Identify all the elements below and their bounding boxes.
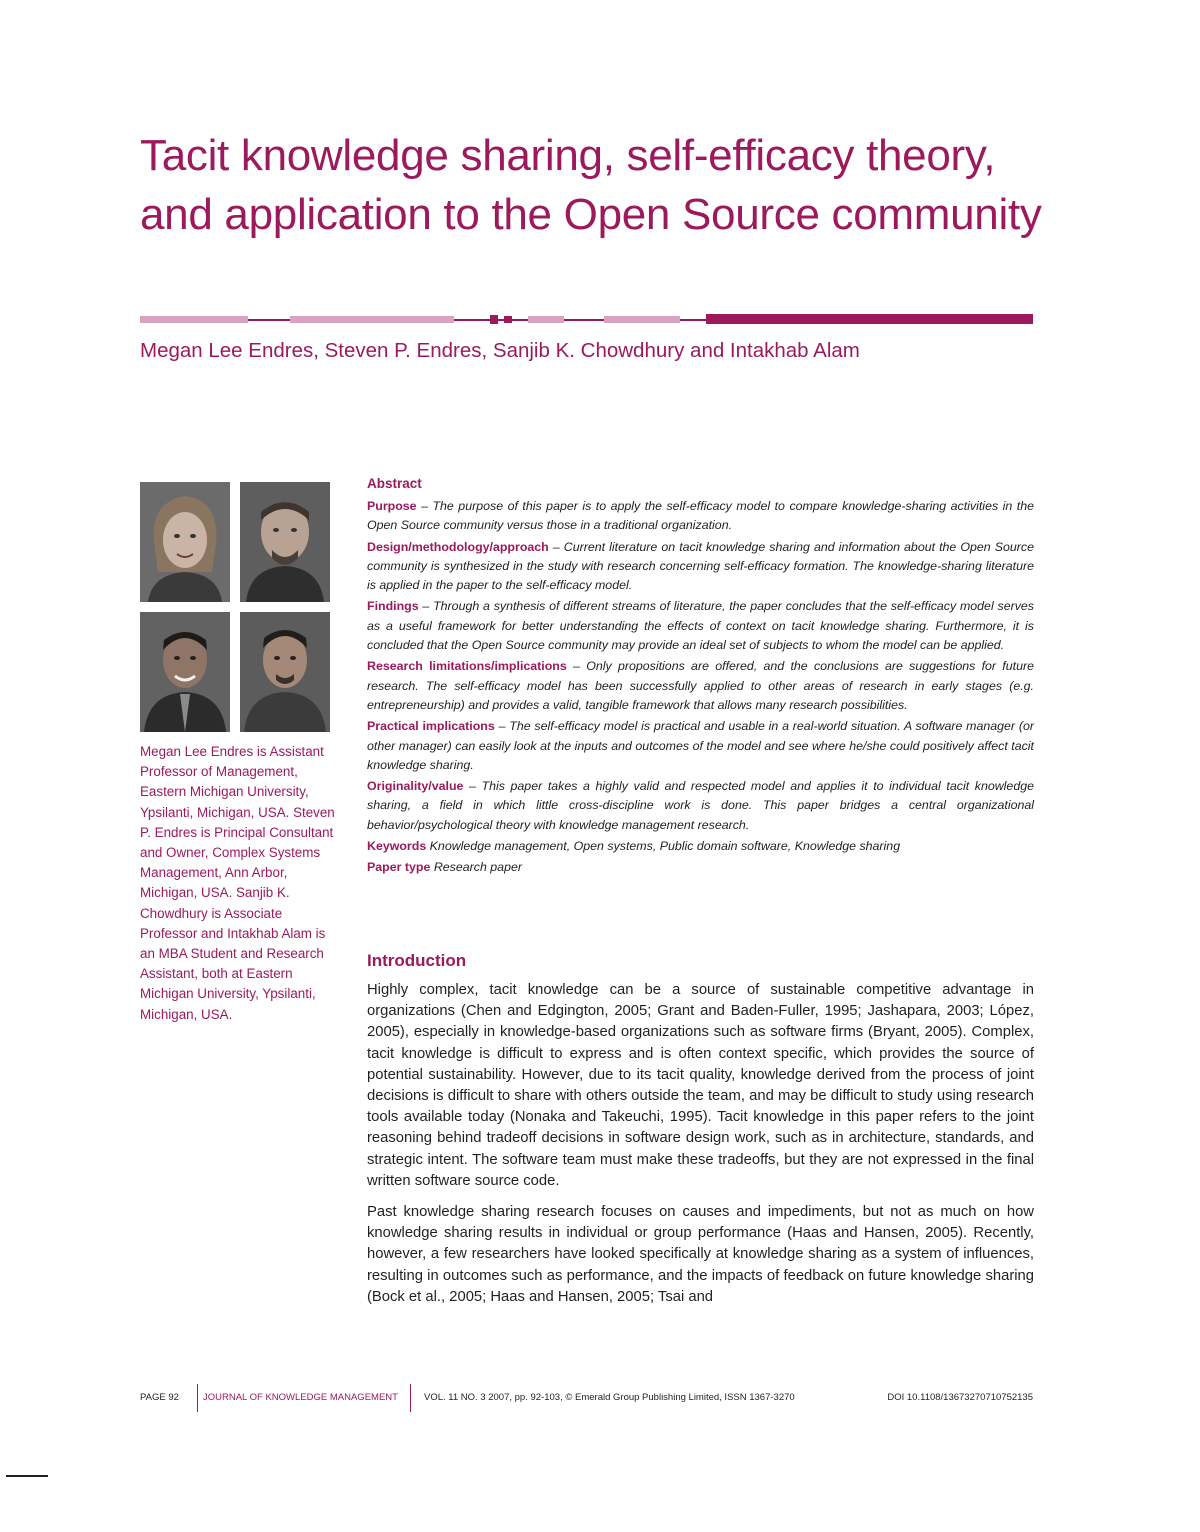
section-heading-introduction: Introduction (367, 951, 467, 970)
photo-sanjib-k-chowdhury (140, 612, 230, 732)
page-footer (140, 1384, 1033, 1412)
abstract-originality: Originality/value – This paper takes a highly valid and respected model and applies it to individual tacit knowledge sharing, a field in which little cross-discipline work is done. This paper bridges a central organizational behavior/psychological theory with knowledge management research. (367, 779, 1034, 832)
paper-title: Tacit knowledge sharing, self-efficacy theory, and application to the Open Source community (140, 131, 1042, 239)
abstract-design: Design/methodology/approach – Current literature on tacit knowledge sharing and information about the Open Source community is synthesized in the study with research concerning self-efficacy formation. The knowledge-sharing literature is applied in the paper to the self-efficacy model. (367, 539, 1034, 593)
abstract-label: Originality/value (367, 779, 464, 794)
abstract-label: Findings (367, 599, 419, 614)
abstract-label: Paper type (367, 860, 431, 875)
photo-intakhab-alam (240, 612, 330, 732)
abstract-text: Current literature on tacit knowledge sharing and information about the Open Source community is synthesized in the study with research concerning self-efficacy formation. The knowledge-sharing literature is applied in the paper to the self-efficacy model. (367, 539, 1034, 593)
abstract-label: Practical implications (367, 719, 495, 734)
abstract-label: Design/methodology/approach (367, 539, 549, 554)
crop-mark (6, 1475, 48, 1477)
photo-megan-lee-endres (140, 482, 230, 602)
decorative-rule (140, 314, 1033, 326)
abstract-label: Keywords (367, 839, 427, 854)
footer-divider (410, 1384, 411, 1412)
abstract-label: Research limitations/implications (367, 659, 567, 674)
abstract-practical: Practical implications – The self-efficacy model is practical and usable in a real-world situation. A software manager (or other manager) can easily look at the inputs and outcomes of the model and see where he/she could positively affect tacit knowledge sharing. (367, 719, 1034, 772)
abstract-paper-type (367, 858, 1034, 877)
body-paragraph: Highly complex, tacit knowledge can be a source of sustainable competitive advantage in organizations (Chen and Edgington, 2005; Grant and Baden-Fuller, 1995; Jashapara, 2003; López, 2005), especially in knowledge-based organizations such as software firms (Bryant, 2005). Complex, tacit knowledge is difficult to express and is often context specific, which provides the source of potential sustainability. However, due to its tacit quality, knowledge derived from the process of joint decisions is difficult to share with others outside the team, and may be difficult to study using research tools available today (Nonaka and Takeuchi, 1995). Tacit knowledge in this paper refers to the joint reasoning behind tradeoff decisions in software design work, such as in architecture, standards, and strategic intent. The software team must make these tradeoffs, but they are not expressed in the final written software source code. (367, 982, 1034, 1189)
abstract-label: Purpose (367, 499, 417, 513)
doi: DOI 10.1108/13673270710752135 (887, 1392, 1033, 1403)
abstract-findings: Findings – Through a synthesis of different streams of literature, the paper concludes that the self-efficacy model serves as a useful framework for better understanding the effects of context on tacit knowledge sharing. Furthermore, it is concluded that the Open Source community may provide an ideal set of subjects to whom the model can be applied. (367, 599, 1034, 653)
footer-divider (197, 1384, 198, 1412)
abstract-purpose: Purpose – The purpose of this paper is to apply the self-efficacy model to compare knowledge-sharing activities in the Open Source community versus those in a traditional organization. (367, 499, 1035, 533)
abstract-text: Only propositions are offered, and the conclusions are suggestions for future research. The self-efficacy model has been successfully applied to other areas of research in early stages (e.g. entrepreneurship) and provides a valid, tangible framework that allows many research possibilities. (367, 659, 1034, 712)
abstract-text: This paper takes a highly valid and respected model and applies it to individual tacit knowledge sharing, a field in which little cross-discipline work is done. This paper bridges a central organizational behavior/psychological theory with knowledge management research. (367, 779, 1034, 832)
abstract-text: Research paper (433, 860, 522, 875)
author-list: Megan Lee Endres, Steven P. Endres, Sanjib K. Chowdhury and Intakhab Alam (140, 339, 860, 362)
abstract-heading: Abstract (367, 476, 422, 491)
volume-info: VOL. 11 NO. 3 2007, pp. 92-103, © Emerald Group Publishing Limited, ISSN 1367-3270 (424, 1392, 795, 1403)
abstract-limitations: Research limitations/implications – Only propositions are offered, and the conclusions are suggestions for future research. The self-efficacy model has been successfully applied to other areas of research in early stages (e.g. entrepreneurship) and provides a valid, tangible framework that allows many research possibilities. (367, 659, 1034, 712)
body-paragraph: Past knowledge sharing research focuses on causes and impediments, but not as much on how knowledge sharing results in individual or group performance (Haas and Hansen, 2005). Recently, however, a few researchers have looked specifically at knowledge sharing as a system of influences, resulting in outcomes such as performance, and the impacts of feedback on future knowledge sharing (Bock et al., 2005; Haas and Hansen, 2005; Tsai and (367, 1204, 1034, 1305)
journal-name: JOURNAL OF KNOWLEDGE MANAGEMENT (203, 1392, 398, 1403)
author-photos (140, 482, 330, 732)
photo-steven-p-endres (240, 482, 330, 602)
abstract (367, 474, 1034, 880)
body-text (367, 980, 1034, 1318)
abstract-keywords (367, 837, 1034, 856)
abstract-text: The purpose of this paper is to apply the self-efficacy model to compare knowledge-sharing activities in the Open Source community versus those in a traditional organization. (367, 499, 1035, 533)
author-biographies: Megan Lee Endres is Assistant Professor of Management, Eastern Michigan University, Ypsilanti, Michigan, USA. Steven P. Endres is Principal Consultant and Owner, Complex Systems Management, Ann Arbor, Michigan, USA. Sanjib K. Chowdhury is Associate Professor and Intakhab Alam is an MBA Student and Research Assistant, both at Eastern Michigan University, Ypsilanti, Michigan, USA. (140, 744, 335, 1022)
abstract-text: Through a synthesis of different streams of literature, the paper concludes that the self-efficacy model serves as a useful framework for better understanding the effects of context on tacit knowledge sharing. Furthermore, it is concluded that the Open Source community may provide an ideal set of subjects to whom the model can be applied. (367, 599, 1034, 653)
page-number: PAGE 92 (140, 1392, 179, 1403)
abstract-text: The self-efficacy model is practical and usable in a real-world situation. A software manager (or other manager) can easily look at the inputs and outcomes of the model and see where he/she could positively affect tacit knowledge sharing. (367, 719, 1034, 772)
abstract-text: Knowledge management, Open systems, Public domain software, Knowledge sharing (429, 839, 901, 854)
